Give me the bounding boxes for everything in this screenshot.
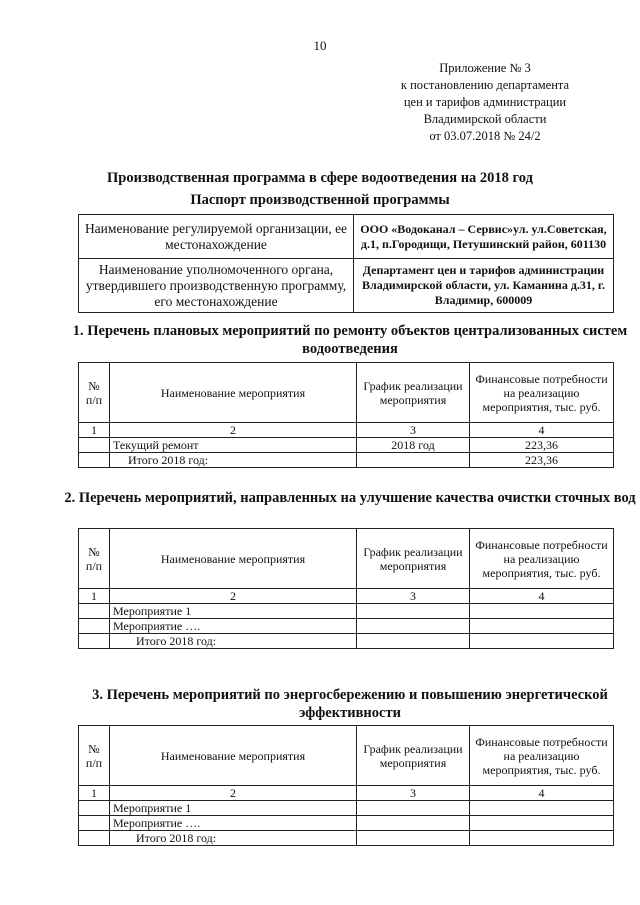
appendix-block xyxy=(380,60,590,145)
section2-header-row xyxy=(79,529,614,589)
appendix-line-3: цен и тарифов администрации xyxy=(403,95,567,109)
row-name: Мероприятие …. xyxy=(110,816,357,831)
total-label: Итого 2018 год: xyxy=(110,634,357,649)
colnum-1: 1 xyxy=(79,786,110,801)
passport-org-label: Наименование регулируемой организации, ее местонахождение xyxy=(79,215,354,259)
appendix-line-1: Приложение № 3 xyxy=(439,61,531,75)
colnum-4: 4 xyxy=(470,589,614,604)
section3-colnum-row xyxy=(79,786,614,801)
row-name: Мероприятие …. xyxy=(110,619,357,634)
section2-title: 2. Перечень мероприятий, направленных на улучшение качества очистки сточных вод xyxy=(64,490,636,506)
header-schedule: График реализации мероприятия xyxy=(357,726,470,786)
section1-title: 1. Перечень плановых мероприятий по ремонту объектов централизованных систем водоотведения xyxy=(72,323,628,357)
colnum-3: 3 xyxy=(357,786,470,801)
table-row xyxy=(79,816,614,831)
passport-title: Паспорт производственной программы xyxy=(190,192,450,208)
table-row-total xyxy=(79,453,614,468)
row-finance: 223,36 xyxy=(470,438,614,453)
table-row xyxy=(79,438,614,453)
section3-title: 3. Перечень мероприятий по энергосбережению и повышению энергетической эффективности xyxy=(92,687,608,721)
section1-table xyxy=(78,362,614,468)
colnum-4: 4 xyxy=(470,786,614,801)
table-row-total xyxy=(79,831,614,846)
row-name: Мероприятие 1 xyxy=(110,801,357,816)
section3-header-row xyxy=(79,726,614,786)
colnum-2: 2 xyxy=(110,423,357,438)
row-schedule: 2018 год xyxy=(357,438,470,453)
colnum-2: 2 xyxy=(110,589,357,604)
table-row xyxy=(79,619,614,634)
table-row xyxy=(79,801,614,816)
header-name: Наименование мероприятия xyxy=(110,726,357,786)
section1-colnum-row xyxy=(79,423,614,438)
passport-org-value: ООО «Водоканал – Сервис»ул. ул.Советская, д.1, п.Городищи, Петушинский район, 601130 xyxy=(354,215,614,259)
total-label: Итого 2018 год: xyxy=(110,453,357,468)
main-title: Производственная программа в сфере водоотведения на 2018 год xyxy=(107,170,533,186)
header-num: № п/п xyxy=(79,726,110,786)
section2-table xyxy=(78,528,614,649)
row-name: Мероприятие 1 xyxy=(110,604,357,619)
colnum-1: 1 xyxy=(79,589,110,604)
colnum-2: 2 xyxy=(110,786,357,801)
appendix-line-4: Владимирской области xyxy=(423,112,547,126)
table-row-total xyxy=(79,634,614,649)
passport-row-organization xyxy=(79,215,614,259)
section3-table xyxy=(78,725,614,846)
total-label: Итого 2018 год: xyxy=(110,831,357,846)
passport-table xyxy=(78,214,614,313)
passport-authority-label: Наименование уполномоченного органа, утвердившего производственную программу, его местонахождение xyxy=(79,259,354,313)
header-schedule: График реализации мероприятия xyxy=(357,529,470,589)
page-number: 10 xyxy=(313,38,327,53)
table-row xyxy=(79,604,614,619)
header-name: Наименование мероприятия xyxy=(110,363,357,423)
header-num: № п/п xyxy=(79,363,110,423)
section1-header-row xyxy=(79,363,614,423)
section2-colnum-row xyxy=(79,589,614,604)
header-num: № п/п xyxy=(79,529,110,589)
colnum-4: 4 xyxy=(470,423,614,438)
colnum-3: 3 xyxy=(357,589,470,604)
header-name: Наименование мероприятия xyxy=(110,529,357,589)
total-finance: 223,36 xyxy=(470,453,614,468)
colnum-3: 3 xyxy=(357,423,470,438)
header-finance: Финансовые потребности на реализацию мероприятия, тыс. руб. xyxy=(470,363,614,423)
appendix-line-2: к постановлению департамента xyxy=(400,78,570,92)
header-schedule: График реализации мероприятия xyxy=(357,363,470,423)
passport-authority-value: Департамент цен и тарифов администрации Владимирской области, ул. Каманина д.31, г. Владимир, 600009 xyxy=(354,259,614,313)
colnum-1: 1 xyxy=(79,423,110,438)
header-finance: Финансовые потребности на реализацию мероприятия, тыс. руб. xyxy=(470,726,614,786)
appendix-line-5: от 03.07.2018 № 24/2 xyxy=(429,129,541,143)
header-finance: Финансовые потребности на реализацию мероприятия, тыс. руб. xyxy=(470,529,614,589)
passport-row-authority xyxy=(79,259,614,313)
row-name: Текущий ремонт xyxy=(110,438,357,453)
